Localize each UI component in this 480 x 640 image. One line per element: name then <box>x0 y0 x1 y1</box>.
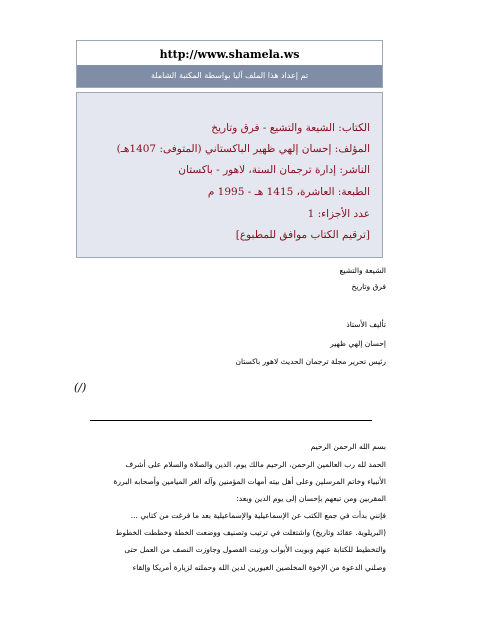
author-line: المؤلف: إحسان إلهي ظهير الباكستاني (المتوفى: 1407هـ) <box>116 143 370 155</box>
title-line-2: فرق وتاريخ <box>351 282 386 291</box>
edition-line: الطبعة: العاشرة، 1415 هـ - 1995 م <box>207 186 370 198</box>
numbering-note: [ترقيم الكتاب موافق للمطبوع] <box>235 229 370 241</box>
paragraph-line: المقربين ومن تبعهم بإحسان إلى يوم الدين وبعد: <box>236 494 386 503</box>
paragraph-line: فإنني بدأت في جمع الكتب عن الإسماعيلية والإسماعيلية بعد ما فرغت من كتابي ... <box>130 511 386 520</box>
divider <box>90 420 372 421</box>
page-marker: (/) <box>74 381 87 394</box>
paragraph-line: (البريلوية. عقائد وتاريخ) واشتغلت في ترتيب وتصنيف ووضعت الخطة وخططت الخطوط <box>115 528 386 537</box>
title-line-1: الشيعة والتشيع <box>339 266 386 275</box>
author-role: رئيس تحرير مجلة ترجمان الحديث لاهور باكستان <box>235 357 386 366</box>
publisher-line: الناشر: إدارة ترجمان السنة، لاهور - باكستان <box>178 164 370 176</box>
authored-by: تأليف الأستاذ <box>346 320 386 329</box>
basmala: بسم الله الرحمن الرحيم <box>310 442 386 451</box>
site-url[interactable]: http://www.shamela.ws <box>159 48 300 61</box>
paragraph-line: وصلني الدعوة من الإخوة المخلصين الغيورين لدين الله وحملته لزيارة أمريكا وإلقاء <box>132 563 386 572</box>
paragraph-line: الأنبياء وخاتم المرسلين وعلى أهل بيته أمهات المؤمنين وآله الغر الميامين وأصحابه البررة <box>113 477 386 486</box>
header-box <box>76 40 383 88</box>
author-name: إحسان إلهي ظهير <box>330 339 386 348</box>
book-info-box <box>76 92 383 258</box>
header-banner: تم إعداد هذا الملف آليا بواسطة المكتبة الشاملة <box>77 65 382 87</box>
paragraph-line: الحمد لله رب العالمين الرحمن، الرحيم مالك يوم، الدين والصلاة والسلام على أشرف <box>125 460 386 469</box>
paragraph-line: والتخطيط للكتابة عنهم وبوبت الأبواب ورتبت الفصول وجاوزت النصف من العمل حتى <box>124 545 386 554</box>
book-title-line: الكتاب: الشيعة والتشيع - فرق وتاريخ <box>211 122 370 134</box>
parts-line: عدد الأجزاء: 1 <box>307 208 370 220</box>
